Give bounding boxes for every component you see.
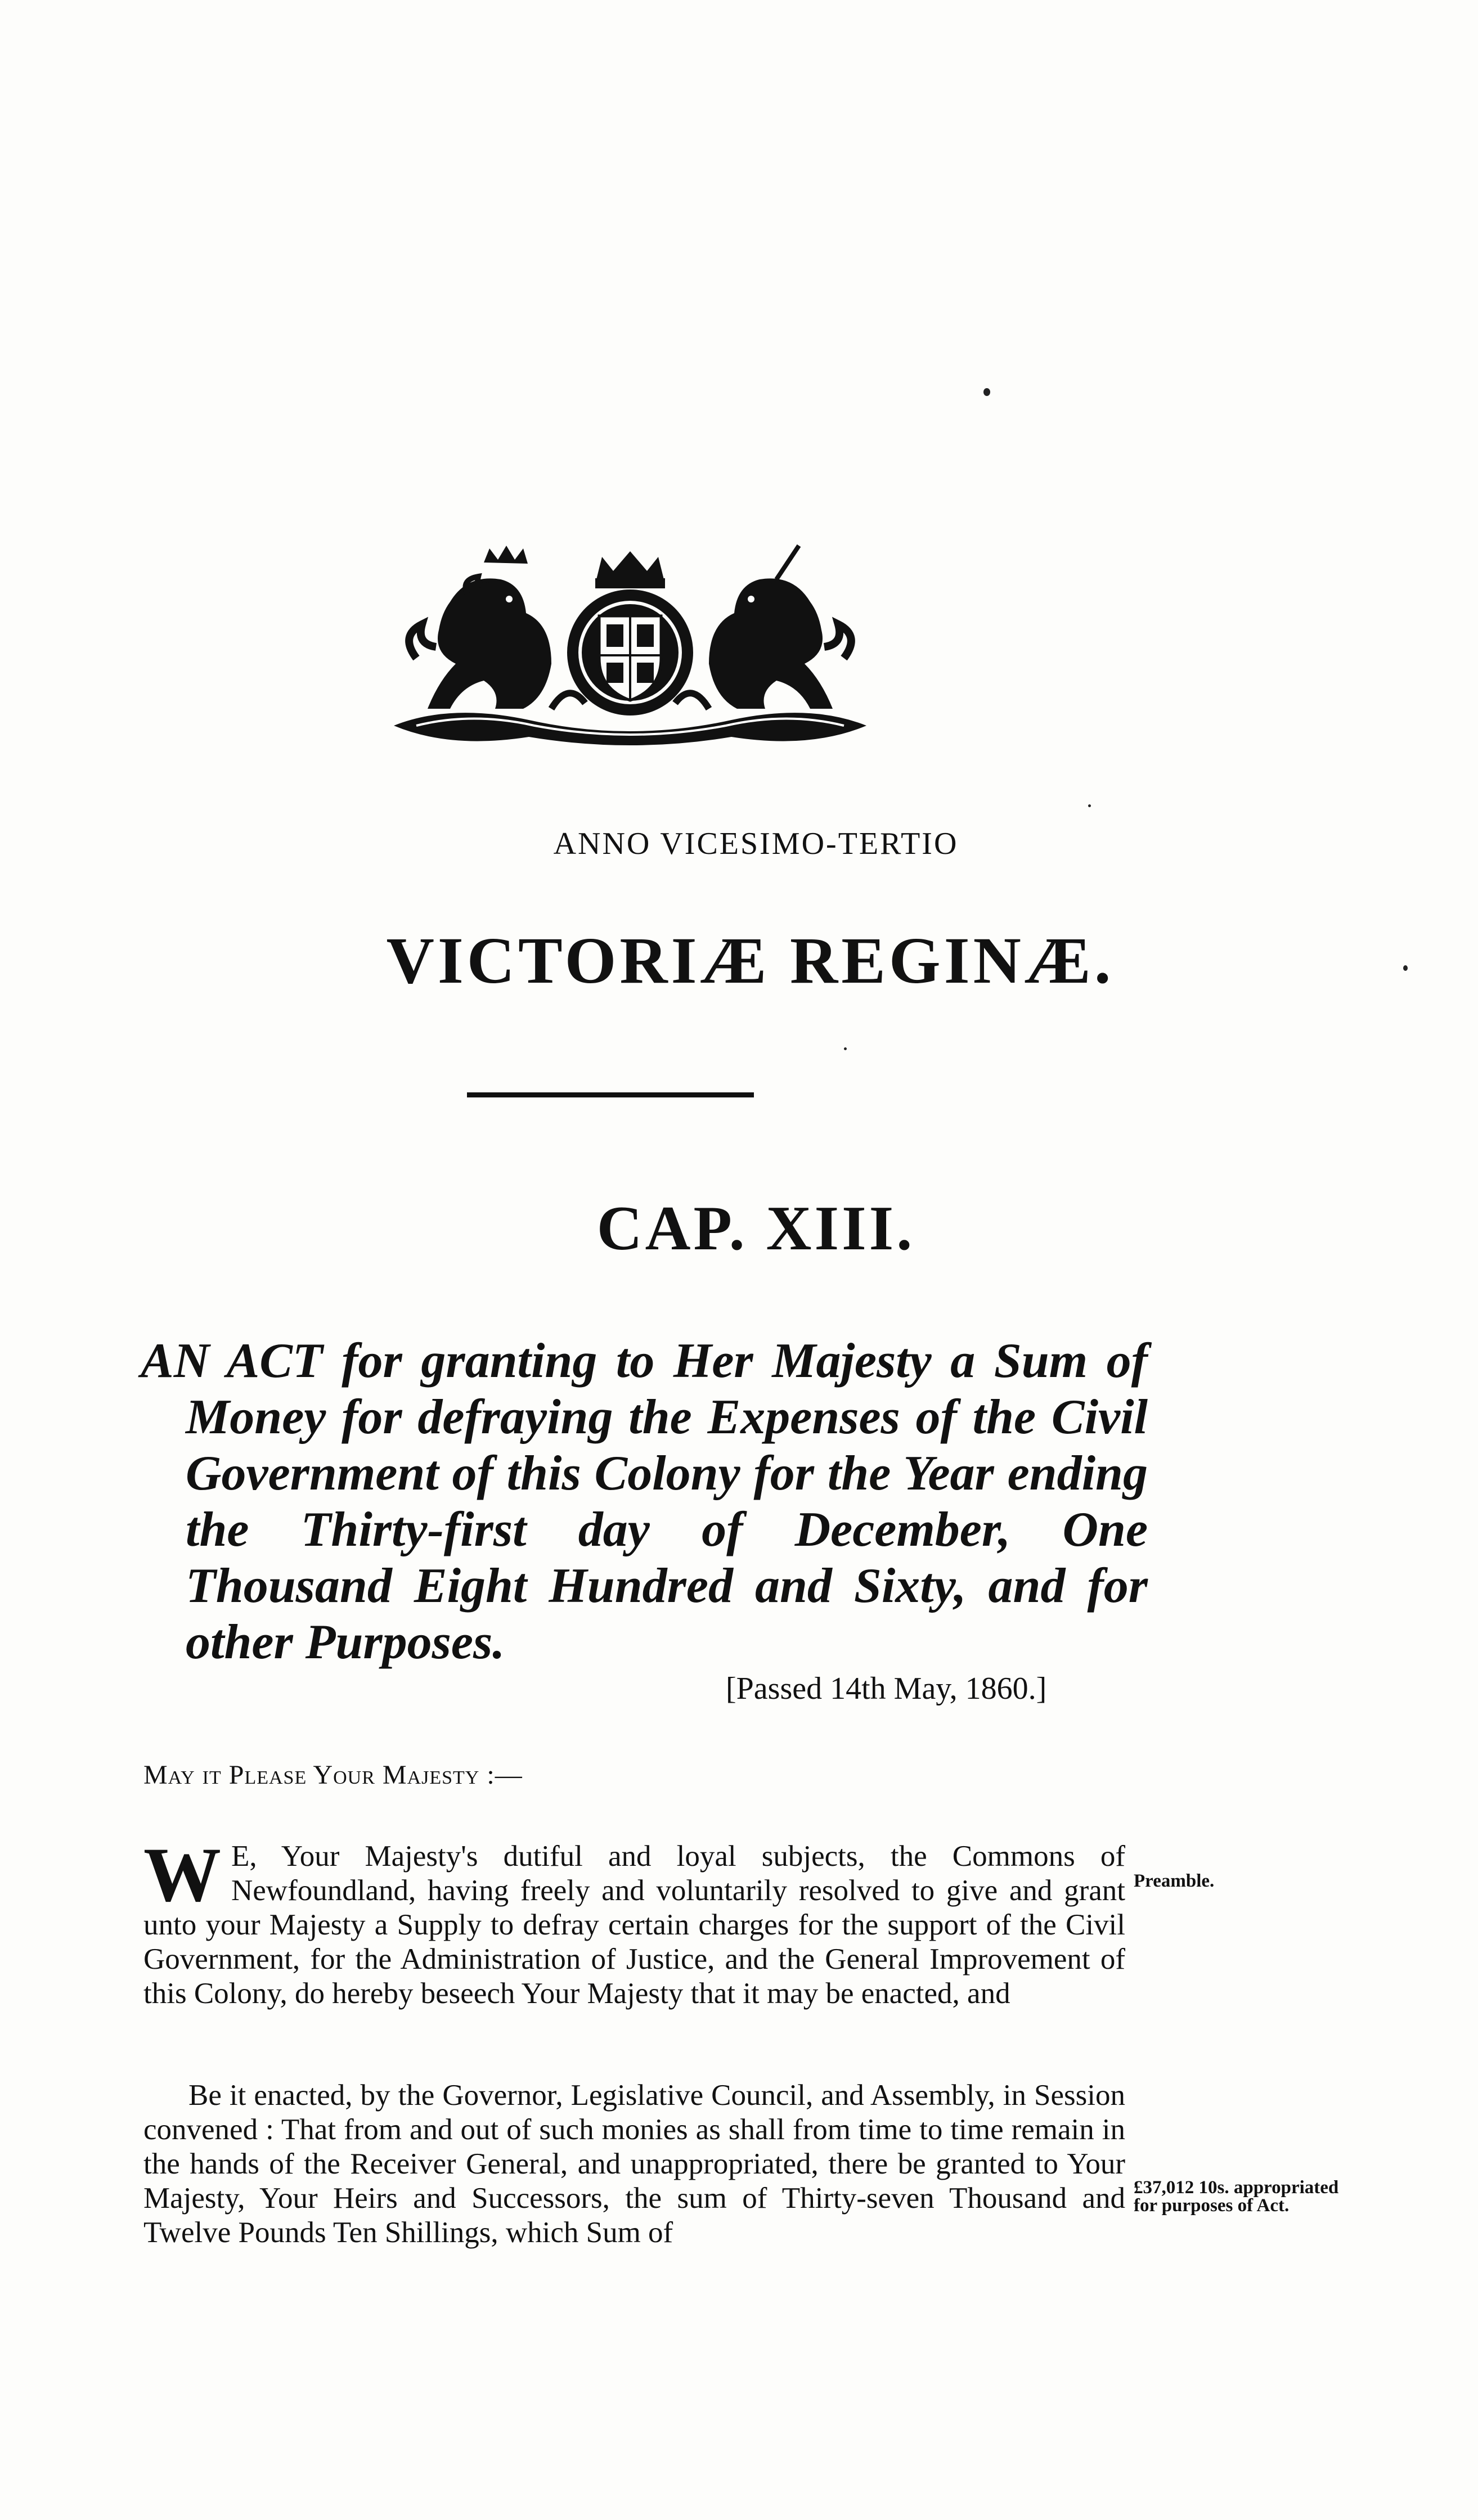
preamble-text: E, Your Majesty's dutiful and loyal subjects, the Commons of Newfoundland, having freely and voluntarily resolved to give and grant unto your Majesty a Supply to defray certain charges for the support of the Civil Government, for the Administration of Justice, and the General Improvement of this Colony, do hereby beseech Your Majesty that it may be enacted, and (143, 1840, 1125, 2010)
regnal-year-line: ANNO VICESIMO-TERTIO (553, 826, 959, 861)
ink-speck (844, 1047, 847, 1050)
margin-note-appropriation: £37,012 10s. appropriated for purposes of Act. (1134, 2177, 1339, 2216)
enactment-paragraph: Be it enacted, by the Governor, Legislative Council, and Assembly, in Session convened : That from and out of such monies as shall from time to time remain in the hands of the Receiver General, and unappropriated, there be granted to Your Majesty, Your Heirs and Successors, the sum of Thirty-seven Thousand and Twelve Pounds Ten Shillings, which Sum of (143, 2079, 1125, 2249)
ink-speck (1088, 804, 1091, 807)
regnal-title: VICTORIÆ REGINÆ. (386, 924, 1115, 997)
divider-rule (467, 1092, 754, 1097)
royal-coat-of-arms-icon (383, 540, 878, 754)
ink-speck (983, 388, 990, 396)
passed-date: [Passed 14th May, 1860.] (726, 1671, 1047, 1706)
chapter-number: CAP. XIII. (596, 1194, 915, 1263)
preamble-paragraph (143, 1832, 1125, 2011)
act-title: AN ACT for granting to Her Majesty a Sum of Money for defraying the Expenses of the Civil Government of this Colony for the Year ending the Thirty-first day of December, One Thousand Eight Hundred and Sixty, and for other Purposes. (141, 1334, 1148, 1670)
drop-cap: W (143, 1832, 221, 1918)
address-line: May it Please Your Majesty :— (143, 1760, 523, 1790)
margin-note-preamble: Preamble. (1134, 1871, 1215, 1891)
